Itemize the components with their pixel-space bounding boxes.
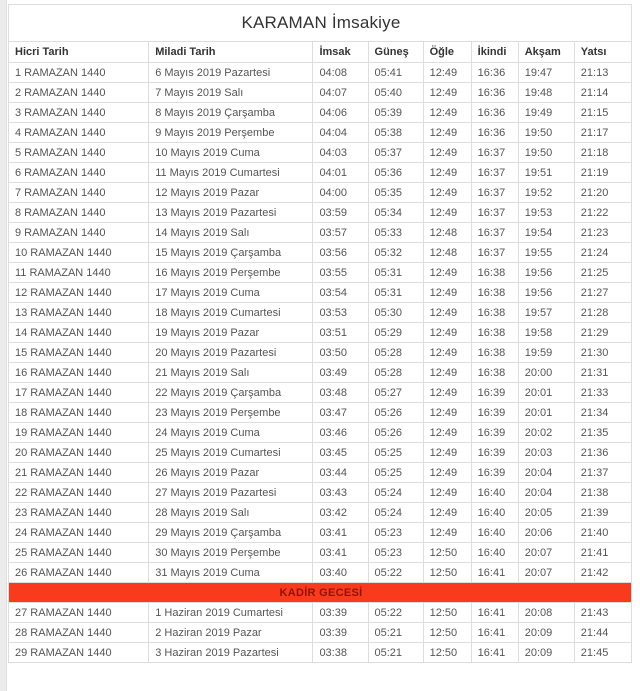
aksam-time-cell: 20:09 xyxy=(518,643,574,663)
gunes-time-cell: 05:25 xyxy=(368,443,423,463)
gunes-time-cell: 05:38 xyxy=(368,123,423,143)
ikindi-time-cell: 16:38 xyxy=(471,283,518,303)
table-row xyxy=(9,283,632,303)
ogle-time-cell: 12:49 xyxy=(423,363,471,383)
yatsi-time-cell: 21:30 xyxy=(574,343,631,363)
aksam-time-cell: 20:05 xyxy=(518,503,574,523)
imsak-time-cell: 04:08 xyxy=(313,63,368,83)
gunes-time-cell: 05:21 xyxy=(368,623,423,643)
aksam-time-cell: 20:07 xyxy=(518,563,574,583)
yatsi-time-cell: 21:42 xyxy=(574,563,631,583)
gunes-time-cell: 05:28 xyxy=(368,343,423,363)
ogle-time-cell: 12:49 xyxy=(423,163,471,183)
yatsi-time-cell: 21:20 xyxy=(574,183,631,203)
ogle-time-cell: 12:49 xyxy=(423,283,471,303)
ikindi-time-cell: 16:40 xyxy=(471,523,518,543)
gunes-time-cell: 05:33 xyxy=(368,223,423,243)
aksam-time-cell: 19:52 xyxy=(518,183,574,203)
imsak-time-cell: 03:45 xyxy=(313,443,368,463)
ogle-time-cell: 12:49 xyxy=(423,503,471,523)
imsak-time-cell: 03:47 xyxy=(313,403,368,423)
column-header-ikindi: İkindi xyxy=(471,42,518,63)
gunes-time-cell: 05:26 xyxy=(368,423,423,443)
hicri-date-cell: 23 RAMAZAN 1440 xyxy=(9,503,149,523)
gunes-time-cell: 05:26 xyxy=(368,403,423,423)
ikindi-time-cell: 16:38 xyxy=(471,343,518,363)
hicri-date-cell: 17 RAMAZAN 1440 xyxy=(9,383,149,403)
ikindi-time-cell: 16:39 xyxy=(471,423,518,443)
table-row xyxy=(9,423,632,443)
miladi-date-cell: 22 Mayıs 2019 Çarşamba xyxy=(149,383,313,403)
yatsi-time-cell: 21:39 xyxy=(574,503,631,523)
hicri-date-cell: 2 RAMAZAN 1440 xyxy=(9,83,149,103)
miladi-date-cell: 13 Mayıs 2019 Pazartesi xyxy=(149,203,313,223)
miladi-date-cell: 2 Haziran 2019 Pazar xyxy=(149,623,313,643)
yatsi-time-cell: 21:13 xyxy=(574,63,631,83)
table-row xyxy=(9,563,632,583)
yatsi-time-cell: 21:36 xyxy=(574,443,631,463)
table-row xyxy=(9,363,632,383)
miladi-date-cell: 20 Mayıs 2019 Pazartesi xyxy=(149,343,313,363)
kadir-gecesi-banner-row xyxy=(9,583,632,603)
imsak-time-cell: 03:46 xyxy=(313,423,368,443)
table-header-row xyxy=(9,42,632,63)
yatsi-time-cell: 21:17 xyxy=(574,123,631,143)
ikindi-time-cell: 16:38 xyxy=(471,323,518,343)
ikindi-time-cell: 16:39 xyxy=(471,443,518,463)
imsak-time-cell: 03:48 xyxy=(313,383,368,403)
table-row xyxy=(9,103,632,123)
imsak-time-cell: 03:43 xyxy=(313,483,368,503)
yatsi-time-cell: 21:44 xyxy=(574,623,631,643)
aksam-time-cell: 19:55 xyxy=(518,243,574,263)
yatsi-time-cell: 21:18 xyxy=(574,143,631,163)
ikindi-time-cell: 16:37 xyxy=(471,203,518,223)
table-row xyxy=(9,163,632,183)
ogle-time-cell: 12:49 xyxy=(423,103,471,123)
title-row xyxy=(9,5,632,42)
ikindi-time-cell: 16:36 xyxy=(471,103,518,123)
hicri-date-cell: 11 RAMAZAN 1440 xyxy=(9,263,149,283)
imsak-time-cell: 03:50 xyxy=(313,343,368,363)
gunes-time-cell: 05:36 xyxy=(368,163,423,183)
hicri-date-cell: 21 RAMAZAN 1440 xyxy=(9,463,149,483)
miladi-date-cell: 31 Mayıs 2019 Cuma xyxy=(149,563,313,583)
imsak-time-cell: 03:59 xyxy=(313,203,368,223)
aksam-time-cell: 19:47 xyxy=(518,63,574,83)
yatsi-time-cell: 21:23 xyxy=(574,223,631,243)
gunes-time-cell: 05:22 xyxy=(368,563,423,583)
imsak-time-cell: 04:00 xyxy=(313,183,368,203)
ogle-time-cell: 12:49 xyxy=(423,123,471,143)
gunes-time-cell: 05:21 xyxy=(368,643,423,663)
gunes-time-cell: 05:30 xyxy=(368,303,423,323)
hicri-date-cell: 28 RAMAZAN 1440 xyxy=(9,623,149,643)
yatsi-time-cell: 21:41 xyxy=(574,543,631,563)
hicri-date-cell: 27 RAMAZAN 1440 xyxy=(9,603,149,623)
ikindi-time-cell: 16:39 xyxy=(471,463,518,483)
column-header-yatsi: Yatsı xyxy=(574,42,631,63)
aksam-time-cell: 20:01 xyxy=(518,383,574,403)
table-row xyxy=(9,303,632,323)
hicri-date-cell: 29 RAMAZAN 1440 xyxy=(9,643,149,663)
hicri-date-cell: 4 RAMAZAN 1440 xyxy=(9,123,149,143)
gunes-time-cell: 05:35 xyxy=(368,183,423,203)
table-row xyxy=(9,263,632,283)
ikindi-time-cell: 16:36 xyxy=(471,63,518,83)
miladi-date-cell: 16 Mayıs 2019 Perşembe xyxy=(149,263,313,283)
miladi-date-cell: 10 Mayıs 2019 Cuma xyxy=(149,143,313,163)
ogle-time-cell: 12:49 xyxy=(423,143,471,163)
ogle-time-cell: 12:50 xyxy=(423,623,471,643)
imsak-time-cell: 03:44 xyxy=(313,463,368,483)
aksam-time-cell: 19:50 xyxy=(518,143,574,163)
gunes-time-cell: 05:31 xyxy=(368,263,423,283)
table-row xyxy=(9,643,632,663)
ogle-time-cell: 12:49 xyxy=(423,523,471,543)
imsak-time-cell: 03:49 xyxy=(313,363,368,383)
aksam-time-cell: 20:04 xyxy=(518,463,574,483)
gunes-time-cell: 05:27 xyxy=(368,383,423,403)
aksam-time-cell: 19:56 xyxy=(518,283,574,303)
imsak-time-cell: 03:39 xyxy=(313,603,368,623)
hicri-date-cell: 22 RAMAZAN 1440 xyxy=(9,483,149,503)
yatsi-time-cell: 21:40 xyxy=(574,523,631,543)
yatsi-time-cell: 21:28 xyxy=(574,303,631,323)
table-row xyxy=(9,503,632,523)
table-row xyxy=(9,623,632,643)
aksam-time-cell: 20:02 xyxy=(518,423,574,443)
ogle-time-cell: 12:49 xyxy=(423,303,471,323)
miladi-date-cell: 30 Mayıs 2019 Perşembe xyxy=(149,543,313,563)
aksam-time-cell: 20:07 xyxy=(518,543,574,563)
table-row xyxy=(9,403,632,423)
ogle-time-cell: 12:48 xyxy=(423,243,471,263)
table-row xyxy=(9,443,632,463)
imsak-time-cell: 04:07 xyxy=(313,83,368,103)
miladi-date-cell: 23 Mayıs 2019 Perşembe xyxy=(149,403,313,423)
hicri-date-cell: 5 RAMAZAN 1440 xyxy=(9,143,149,163)
miladi-date-cell: 26 Mayıs 2019 Pazar xyxy=(149,463,313,483)
column-header-miladi-tarih: Miladi Tarih xyxy=(149,42,313,63)
hicri-date-cell: 18 RAMAZAN 1440 xyxy=(9,403,149,423)
ikindi-time-cell: 16:40 xyxy=(471,503,518,523)
table-row xyxy=(9,203,632,223)
imsak-time-cell: 03:57 xyxy=(313,223,368,243)
table-row xyxy=(9,483,632,503)
miladi-date-cell: 3 Haziran 2019 Pazartesi xyxy=(149,643,313,663)
imsak-time-cell: 04:03 xyxy=(313,143,368,163)
imsak-time-cell: 03:56 xyxy=(313,243,368,263)
table-row xyxy=(9,323,632,343)
aksam-time-cell: 20:08 xyxy=(518,603,574,623)
yatsi-time-cell: 21:24 xyxy=(574,243,631,263)
ikindi-time-cell: 16:38 xyxy=(471,363,518,383)
table-row xyxy=(9,123,632,143)
table-row xyxy=(9,143,632,163)
gunes-time-cell: 05:39 xyxy=(368,103,423,123)
ikindi-time-cell: 16:39 xyxy=(471,383,518,403)
imsak-time-cell: 03:51 xyxy=(313,323,368,343)
hicri-date-cell: 7 RAMAZAN 1440 xyxy=(9,183,149,203)
miladi-date-cell: 17 Mayıs 2019 Cuma xyxy=(149,283,313,303)
yatsi-time-cell: 21:29 xyxy=(574,323,631,343)
gunes-time-cell: 05:32 xyxy=(368,243,423,263)
table-row xyxy=(9,383,632,403)
hicri-date-cell: 13 RAMAZAN 1440 xyxy=(9,303,149,323)
column-header-gunes: Güneş xyxy=(368,42,423,63)
column-header-ogle: Öğle xyxy=(423,42,471,63)
imsak-time-cell: 03:41 xyxy=(313,523,368,543)
table-row xyxy=(9,523,632,543)
ogle-time-cell: 12:49 xyxy=(423,443,471,463)
gunes-time-cell: 05:24 xyxy=(368,503,423,523)
ogle-time-cell: 12:49 xyxy=(423,83,471,103)
miladi-date-cell: 6 Mayıs 2019 Pazartesi xyxy=(149,63,313,83)
gunes-time-cell: 05:37 xyxy=(368,143,423,163)
hicri-date-cell: 16 RAMAZAN 1440 xyxy=(9,363,149,383)
yatsi-time-cell: 21:34 xyxy=(574,403,631,423)
imsakiye-table xyxy=(8,4,632,663)
ogle-time-cell: 12:49 xyxy=(423,403,471,423)
ikindi-time-cell: 16:37 xyxy=(471,163,518,183)
ikindi-time-cell: 16:41 xyxy=(471,643,518,663)
hicri-date-cell: 1 RAMAZAN 1440 xyxy=(9,63,149,83)
miladi-date-cell: 18 Mayıs 2019 Cumartesi xyxy=(149,303,313,323)
ogle-time-cell: 12:49 xyxy=(423,383,471,403)
miladi-date-cell: 7 Mayıs 2019 Salı xyxy=(149,83,313,103)
miladi-date-cell: 24 Mayıs 2019 Cuma xyxy=(149,423,313,443)
aksam-time-cell: 19:54 xyxy=(518,223,574,243)
miladi-date-cell: 28 Mayıs 2019 Salı xyxy=(149,503,313,523)
miladi-date-cell: 11 Mayıs 2019 Cumartesi xyxy=(149,163,313,183)
hicri-date-cell: 14 RAMAZAN 1440 xyxy=(9,323,149,343)
table-row xyxy=(9,603,632,623)
hicri-date-cell: 15 RAMAZAN 1440 xyxy=(9,343,149,363)
yatsi-time-cell: 21:43 xyxy=(574,603,631,623)
ikindi-time-cell: 16:38 xyxy=(471,303,518,323)
ogle-time-cell: 12:49 xyxy=(423,203,471,223)
table-row xyxy=(9,183,632,203)
hicri-date-cell: 20 RAMAZAN 1440 xyxy=(9,443,149,463)
imsak-time-cell: 04:06 xyxy=(313,103,368,123)
ogle-time-cell: 12:50 xyxy=(423,603,471,623)
miladi-date-cell: 15 Mayıs 2019 Çarşamba xyxy=(149,243,313,263)
gunes-time-cell: 05:23 xyxy=(368,543,423,563)
gunes-time-cell: 05:22 xyxy=(368,603,423,623)
ogle-time-cell: 12:49 xyxy=(423,63,471,83)
yatsi-time-cell: 21:27 xyxy=(574,283,631,303)
table-row xyxy=(9,63,632,83)
yatsi-time-cell: 21:31 xyxy=(574,363,631,383)
page-left-gutter xyxy=(0,0,7,691)
ogle-time-cell: 12:49 xyxy=(423,343,471,363)
aksam-time-cell: 19:57 xyxy=(518,303,574,323)
ikindi-time-cell: 16:36 xyxy=(471,123,518,143)
gunes-time-cell: 05:31 xyxy=(368,283,423,303)
table-row xyxy=(9,223,632,243)
gunes-time-cell: 05:40 xyxy=(368,83,423,103)
yatsi-time-cell: 21:37 xyxy=(574,463,631,483)
ogle-time-cell: 12:49 xyxy=(423,183,471,203)
miladi-date-cell: 9 Mayıs 2019 Perşembe xyxy=(149,123,313,143)
hicri-date-cell: 8 RAMAZAN 1440 xyxy=(9,203,149,223)
table-row xyxy=(9,463,632,483)
kadir-gecesi-banner-label: KADİR GECESİ xyxy=(9,583,632,603)
yatsi-time-cell: 21:33 xyxy=(574,383,631,403)
miladi-date-cell: 25 Mayıs 2019 Cumartesi xyxy=(149,443,313,463)
hicri-date-cell: 24 RAMAZAN 1440 xyxy=(9,523,149,543)
imsak-time-cell: 03:40 xyxy=(313,563,368,583)
column-header-imsak: İmsak xyxy=(313,42,368,63)
ogle-time-cell: 12:50 xyxy=(423,643,471,663)
aksam-time-cell: 19:49 xyxy=(518,103,574,123)
ikindi-time-cell: 16:37 xyxy=(471,183,518,203)
ikindi-time-cell: 16:39 xyxy=(471,403,518,423)
aksam-time-cell: 19:56 xyxy=(518,263,574,283)
yatsi-time-cell: 21:19 xyxy=(574,163,631,183)
gunes-time-cell: 05:23 xyxy=(368,523,423,543)
ikindi-time-cell: 16:40 xyxy=(471,543,518,563)
imsak-time-cell: 03:53 xyxy=(313,303,368,323)
ikindi-time-cell: 16:36 xyxy=(471,83,518,103)
miladi-date-cell: 1 Haziran 2019 Cumartesi xyxy=(149,603,313,623)
hicri-date-cell: 3 RAMAZAN 1440 xyxy=(9,103,149,123)
gunes-time-cell: 05:25 xyxy=(368,463,423,483)
ogle-time-cell: 12:49 xyxy=(423,483,471,503)
aksam-time-cell: 20:03 xyxy=(518,443,574,463)
ikindi-time-cell: 16:41 xyxy=(471,623,518,643)
yatsi-time-cell: 21:35 xyxy=(574,423,631,443)
imsak-time-cell: 03:54 xyxy=(313,283,368,303)
ikindi-time-cell: 16:41 xyxy=(471,603,518,623)
hicri-date-cell: 6 RAMAZAN 1440 xyxy=(9,163,149,183)
ikindi-time-cell: 16:37 xyxy=(471,143,518,163)
hicri-date-cell: 12 RAMAZAN 1440 xyxy=(9,283,149,303)
column-header-aksam: Akşam xyxy=(518,42,574,63)
hicri-date-cell: 26 RAMAZAN 1440 xyxy=(9,563,149,583)
ogle-time-cell: 12:50 xyxy=(423,543,471,563)
table-row xyxy=(9,83,632,103)
aksam-time-cell: 19:50 xyxy=(518,123,574,143)
aksam-time-cell: 19:59 xyxy=(518,343,574,363)
table-row xyxy=(9,343,632,363)
aksam-time-cell: 19:53 xyxy=(518,203,574,223)
imsak-time-cell: 03:42 xyxy=(313,503,368,523)
hicri-date-cell: 10 RAMAZAN 1440 xyxy=(9,243,149,263)
imsak-time-cell: 03:41 xyxy=(313,543,368,563)
table-row xyxy=(9,243,632,263)
yatsi-time-cell: 21:25 xyxy=(574,263,631,283)
page-title: KARAMAN İmsakiye xyxy=(9,5,632,42)
aksam-time-cell: 19:51 xyxy=(518,163,574,183)
imsak-time-cell: 03:55 xyxy=(313,263,368,283)
ikindi-time-cell: 16:37 xyxy=(471,243,518,263)
miladi-date-cell: 21 Mayıs 2019 Salı xyxy=(149,363,313,383)
ogle-time-cell: 12:49 xyxy=(423,463,471,483)
aksam-time-cell: 19:58 xyxy=(518,323,574,343)
gunes-time-cell: 05:28 xyxy=(368,363,423,383)
column-header-hicri-tarih: Hicri Tarih xyxy=(9,42,149,63)
ogle-time-cell: 12:48 xyxy=(423,223,471,243)
miladi-date-cell: 8 Mayıs 2019 Çarşamba xyxy=(149,103,313,123)
aksam-time-cell: 19:48 xyxy=(518,83,574,103)
gunes-time-cell: 05:34 xyxy=(368,203,423,223)
gunes-time-cell: 05:29 xyxy=(368,323,423,343)
imsak-time-cell: 03:39 xyxy=(313,623,368,643)
aksam-time-cell: 20:06 xyxy=(518,523,574,543)
aksam-time-cell: 20:09 xyxy=(518,623,574,643)
hicri-date-cell: 9 RAMAZAN 1440 xyxy=(9,223,149,243)
ogle-time-cell: 12:49 xyxy=(423,323,471,343)
miladi-date-cell: 27 Mayıs 2019 Pazartesi xyxy=(149,483,313,503)
gunes-time-cell: 05:24 xyxy=(368,483,423,503)
yatsi-time-cell: 21:22 xyxy=(574,203,631,223)
gunes-time-cell: 05:41 xyxy=(368,63,423,83)
hicri-date-cell: 19 RAMAZAN 1440 xyxy=(9,423,149,443)
yatsi-time-cell: 21:45 xyxy=(574,643,631,663)
imsak-time-cell: 03:38 xyxy=(313,643,368,663)
aksam-time-cell: 20:00 xyxy=(518,363,574,383)
miladi-date-cell: 14 Mayıs 2019 Salı xyxy=(149,223,313,243)
aksam-time-cell: 20:04 xyxy=(518,483,574,503)
imsak-time-cell: 04:01 xyxy=(313,163,368,183)
miladi-date-cell: 19 Mayıs 2019 Pazar xyxy=(149,323,313,343)
miladi-date-cell: 29 Mayıs 2019 Çarşamba xyxy=(149,523,313,543)
aksam-time-cell: 20:01 xyxy=(518,403,574,423)
table-row xyxy=(9,543,632,563)
imsak-time-cell: 04:04 xyxy=(313,123,368,143)
yatsi-time-cell: 21:15 xyxy=(574,103,631,123)
ikindi-time-cell: 16:41 xyxy=(471,563,518,583)
ikindi-time-cell: 16:38 xyxy=(471,263,518,283)
ikindi-time-cell: 16:37 xyxy=(471,223,518,243)
ogle-time-cell: 12:49 xyxy=(423,263,471,283)
hicri-date-cell: 25 RAMAZAN 1440 xyxy=(9,543,149,563)
miladi-date-cell: 12 Mayıs 2019 Pazar xyxy=(149,183,313,203)
yatsi-time-cell: 21:38 xyxy=(574,483,631,503)
yatsi-time-cell: 21:14 xyxy=(574,83,631,103)
ikindi-time-cell: 16:40 xyxy=(471,483,518,503)
ogle-time-cell: 12:49 xyxy=(423,423,471,443)
ogle-time-cell: 12:50 xyxy=(423,563,471,583)
